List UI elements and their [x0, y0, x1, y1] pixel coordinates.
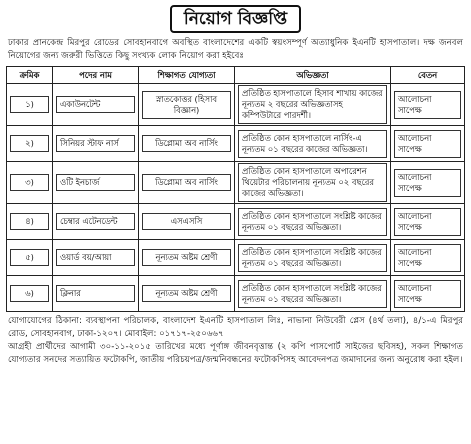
row-serial: ২)	[10, 135, 49, 152]
table-header-row	[7, 67, 465, 84]
row-experience: প্রতিষ্ঠিত কোন হাসপাতালে সংশ্লিষ্ট কাজের নূন্যতম ০১ বছরের অভিজ্ঞতা।	[238, 280, 387, 308]
table-row	[7, 84, 465, 126]
table-row	[7, 276, 465, 312]
contact-address: যোগাযোগের ঠিকানা: ব্যবস্থাপনা পরিচালক, বাংলাদেশ ইএনটি হাসপাতাল লিঃ, নাভানা নিউবেরী প্লেস (৪র্থ তলা), ৪/১-এ মিরপুর রোড, সোবহানবাগ, ঢাকা-১২০৭। মোবাইল: ০১৭১৭-২৫০৬৬৭	[8, 316, 463, 339]
row-post: ওয়ার্ড বয়/আয়া	[56, 249, 135, 266]
table-row	[7, 204, 465, 240]
row-serial: ৩)	[10, 174, 49, 191]
table-row	[7, 126, 465, 162]
row-experience: প্রতিষ্ঠিত কোন হাসপাতালে অপারেশন থিয়েটার পরিচালনায় নূন্যতম ০২ বছরের কাজের অভিজ্ঞতা।	[238, 163, 387, 202]
header-qualification: শিক্ষাগত যোগ্যতা	[139, 67, 235, 84]
row-qualification: ডিপ্লোমা অব নার্সিং	[142, 135, 231, 152]
row-experience: প্রতিষ্ঠিত হাসপাতালে হিসাব শাখায় কাজের নূন্যতম ২ বছরের অভিজ্ঞতাসহ কম্পিউটারে পারদর্শী।	[238, 85, 387, 124]
row-serial: ৫)	[10, 249, 49, 266]
row-salary: আলোচনা সাপেক্ষ	[394, 169, 461, 197]
row-experience: প্রতিষ্ঠিত কোন হাসপাতালে সংশ্লিষ্ট কাজের নূন্যতম ০১ বছরের অভিজ্ঞতা।	[238, 244, 387, 272]
row-salary: আলোচনা সাপেক্ষ	[394, 244, 461, 272]
row-post: ওটি ইনচার্জ	[56, 174, 135, 191]
row-post: চেম্বার এটেনডেন্ট	[56, 213, 135, 230]
row-post: সিনিয়র স্টাফ নার্স	[56, 135, 135, 152]
notice-footer	[8, 315, 463, 367]
row-experience: প্রতিষ্ঠিত কোন হাসপাতালে সংশ্লিষ্ট কাজের নূন্যতম ০১ বছরের অভিজ্ঞতা।	[238, 208, 387, 236]
notice-intro: ঢাকার প্রানকেন্দ্র মিরপুর রোডের সোবহানবাগে অবস্থিত বাংলাদেশের একটি স্বয়ংসম্পূর্ণ অত্যাধুনিক ইএনটি হাসপাতাল। দক্ষ জনবল নিয়োগের জন্য জরুরী ভিত্তিতে কিছু সংখ্যক লোক নিয়োগ করা হইবেঃ	[8, 38, 463, 61]
row-qualification: ডিপ্লোমা অব নার্সিং	[142, 174, 231, 191]
row-post: ক্লিনার	[56, 285, 135, 302]
header-serial: ক্রমিক	[7, 67, 53, 84]
row-serial: ৬)	[10, 285, 49, 302]
header-experience: অভিজ্ঞতা	[235, 67, 391, 84]
row-qualification: নূন্যতম অষ্টম শ্রেণী	[142, 249, 231, 266]
row-salary: আলোচনা সাপেক্ষ	[394, 91, 461, 119]
row-salary: আলোচনা সাপেক্ষ	[394, 208, 461, 236]
header-salary: বেতন	[391, 67, 465, 84]
row-serial: ১)	[10, 96, 49, 113]
table-row	[7, 162, 465, 204]
table-row	[7, 240, 465, 276]
vacancy-table	[6, 66, 465, 312]
row-post: একাউনটেন্ট	[56, 96, 135, 113]
row-qualification: নূন্যতম অষ্টম শ্রেণী	[142, 285, 231, 302]
row-experience: প্রতিষ্ঠিত কোন হাসপাতালে নার্সিং-এ নূন্যতম ০১ বছরের কাজের অভিজ্ঞতা।	[238, 130, 387, 158]
header-post: পদের নাম	[53, 67, 139, 84]
row-qualification: এসএসসি	[142, 213, 231, 230]
row-serial: ৪)	[10, 213, 49, 230]
notice-title: নিয়োগ বিজ্ঞপ্তি	[170, 5, 301, 33]
title-wrap	[6, 3, 465, 33]
row-qualification: স্নাতকোত্তর (হিসাব বিজ্ঞান)	[142, 91, 231, 119]
row-salary: আলোচনা সাপেক্ষ	[394, 130, 461, 158]
row-salary: আলোচনা সাপেক্ষ	[394, 280, 461, 308]
application-instructions: আগ্রহী প্রার্থীদের আগামী ৩০-১১-২০১৫ তারিখের মধ্যে পূর্ণাঙ্গ জীবনবৃত্তান্ত (২ কপি পাসপোর্ট সাইজের ছবিসহ), সকল শিক্ষাগত যোগ্যতার সনদের সত্যায়িত ফটোকপি, জাতীয় পরিচয়পত্র/জন্মনিবন্ধনের ফটোকপিসহ আবেদনপত্র জমাদানের জন্য অনুরোধ করা হইল।	[8, 342, 463, 365]
